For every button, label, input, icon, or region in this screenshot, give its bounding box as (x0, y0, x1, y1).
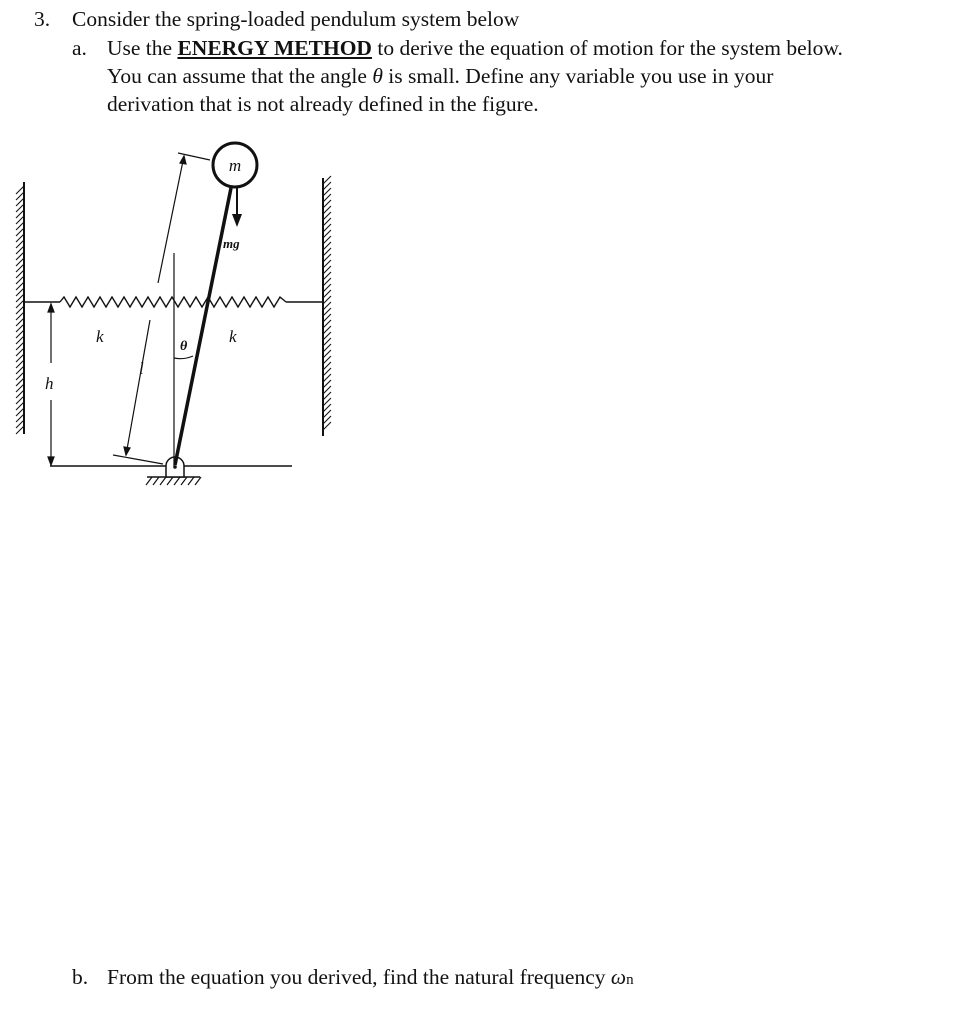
part-a-line-3: derivation that is not already defined in the figure. (107, 92, 539, 116)
left-wall-hatching (16, 186, 24, 434)
part-b-text (107, 967, 634, 989)
angle-label: θ (180, 339, 188, 354)
question-title: Consider the spring-loaded pendulum system below (72, 7, 520, 31)
part-a-label: a. (72, 36, 87, 60)
energy-method-emphasis: ENERGY METHOD (177, 36, 372, 60)
length-dimension (113, 153, 210, 464)
omega-subscript: n (626, 972, 634, 988)
angle-arc (174, 356, 193, 359)
pendulum-rod (175, 188, 231, 465)
theta-symbol: θ (372, 64, 383, 88)
part-a-line2-pre: You can assume that the angle (107, 64, 373, 88)
part-b-label: b. (72, 965, 89, 989)
part-a-text-pre: Use the (107, 36, 178, 60)
question-number: 3. (34, 7, 51, 31)
mass-label: m (228, 156, 242, 175)
length-label: l (139, 359, 144, 378)
height-label: h (45, 374, 54, 393)
weight-arrow (232, 187, 242, 227)
part-a-line2-post: is small. Define any variable you use in your (382, 64, 774, 88)
weight-label: mg (223, 236, 240, 251)
part-a-text-post: to derive the equation of motion for the system below. (371, 36, 843, 60)
spring-right-label: k (229, 327, 237, 346)
spring-left-label: k (96, 327, 104, 346)
part-b-question: From the equation you derived, find the natural frequency (107, 965, 611, 989)
right-wall-hatching (323, 176, 331, 430)
omega-symbol: ω (610, 965, 627, 989)
